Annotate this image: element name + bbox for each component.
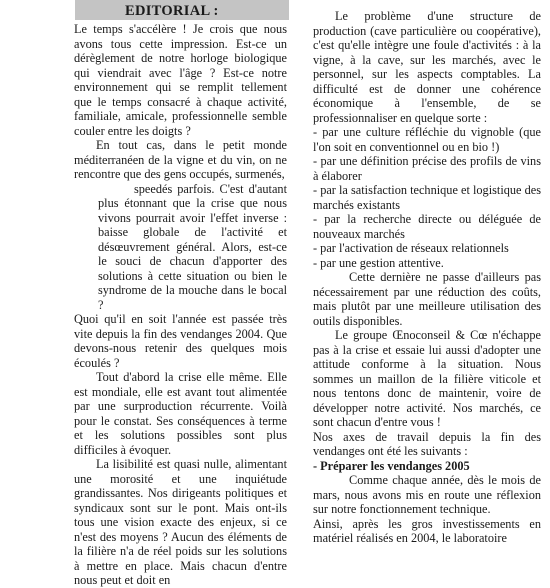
- list-item: - par une gestion attentive.: [313, 255, 444, 270]
- paragraph: Nos axes de travail depuis la fin des vendanges ont été les suivants :: [313, 429, 541, 458]
- paragraph: Tout d'abord la crise elle même. Elle est mondiale, elle est avant tout alimentée par une surproduction récurrente. Voilà pour le constat. Ses conséquences à terme et les solutions possibles sont plus difficiles à évoquer.: [74, 370, 287, 457]
- list-item: - par une définition précise des profils de vins à élaborer: [313, 154, 541, 183]
- paragraph: Cette dernière ne passe d'ailleurs pas nécessairement par une réduction des coûts, mais plutôt par une meilleure utilisation des outils disponibles.: [313, 270, 541, 328]
- paragraph: speedés parfois. C'est d'autant plus étonnant que la crise que nous vivons pourrait avoir l'effet inverse : baisse globale de l'activité et désœuvrement général. Alors, est-ce le souci de chacun d'apporter des solutions à cette situation ou bien le syndrome de la mouche dans le bocal ?: [98, 181, 287, 312]
- paragraph: La lisibilité est quasi nulle, alimentant une morosité et une inquiétude grandissantes. Nos dirigeants politiques et syndicaux sont sur le pont. Mais ont-ils tous une vision exacte des enjeux, si ce n'est des moyens ? Aucun des éléments de la filière n'a de réel poids sur les solutions à mettre en place. Mais chacun d'entre nous peut et doit en: [74, 457, 287, 587]
- left-column: [74, 22, 287, 588]
- list-item: - par une culture réfléchie du vignoble (que l'on soit en conventionnel ou en bio !): [313, 125, 541, 154]
- paragraph: Comme chaque année, dès le mois de mars, nous avons mis en route une réflexion sur notre fonctionnement technique.: [313, 473, 541, 516]
- paragraph: Le groupe Œnoconseil & Cœ n'échappe pas à la crise et essaie lui aussi d'adopter une attitude conforme à la situation. Nous sommes un maillon de la filière viticole et nous tentons donc de maintenir, voire de développer notre activité. Nos marchés, ce sont chacun d'entre vous !: [313, 328, 541, 429]
- section-subheading: - Préparer les vendanges 2005: [313, 458, 470, 473]
- list-item: - par la recherche directe ou déléguée de nouveaux marchés: [313, 212, 541, 241]
- paragraph: Le temps s'accélère ! Je crois que nous avons tous cette impression. Est-ce un dérèglement de notre horloge biologique qui viendrait avec l'âge ? Est-ce notre environnement qui se remplit tellement que le temps consacré à chaque activité, familiale, amicale, professionnelle semble couler entre les doigts ?: [74, 22, 287, 138]
- paragraph: Ainsi, après les gros investissements en matériel réalisés en 2004, le laboratoire: [313, 516, 541, 545]
- paragraph: En tout cas, dans le petit monde méditerranéen de la vigne et du vin, on ne rencontre que des gens occupés, surmenés,: [74, 138, 287, 181]
- editorial-heading: EDITORIAL :: [125, 3, 219, 19]
- list-item: - par l'activation de réseaux relationnels: [313, 241, 509, 255]
- bullet-list: [313, 125, 541, 270]
- paragraph: Le problème d'une structure de production (cave particulière ou coopérative), c'est qu'elle intègre une foule d'activités : à la vigne, à la cave, sur les marchés, avec le personnel, sur les aspects comptables. La difficulté est de donner une cohérence économique à l'ensemble, de se professionnaliser en quelque sorte :: [313, 9, 541, 125]
- list-item: - par la satisfaction technique et logistique des marchés existants: [313, 183, 541, 212]
- right-column: [313, 9, 541, 546]
- paragraph: Quoi qu'il en soit l'année est passée très vite depuis la fin des vendanges 2004. Que devons-nous retenir des quelques mois écoulés ?: [74, 312, 287, 370]
